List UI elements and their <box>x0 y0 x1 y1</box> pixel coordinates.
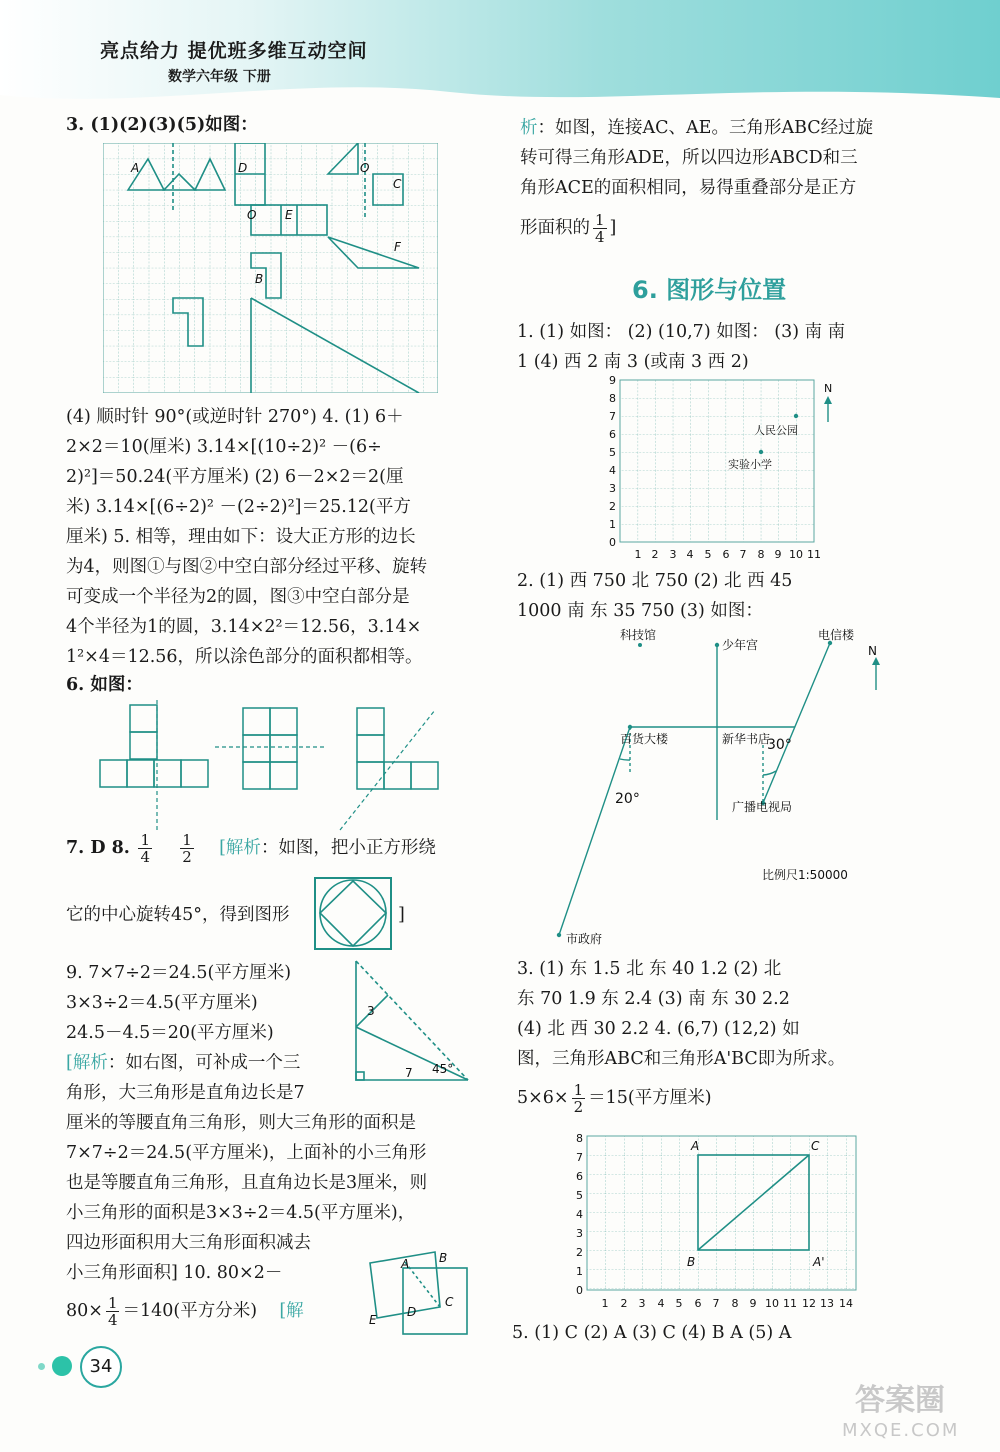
svg-text:1: 1 <box>634 548 642 561</box>
fraction-quarter-2: $\frac{1}{4}$ <box>107 1294 118 1329</box>
svg-text:8: 8 <box>576 1132 583 1145</box>
q8-text-2: 它的中心旋转45°，得到图形 <box>66 905 290 925</box>
svg-text:30°: 30° <box>767 737 792 753</box>
svg-text:市政府: 市政府 <box>566 932 603 946</box>
svg-text:3: 3 <box>609 482 616 495</box>
svg-text:C: C <box>445 1295 454 1309</box>
decor-dot-small <box>38 1363 45 1370</box>
svg-text:C: C <box>393 177 402 191</box>
decor-dot-big <box>52 1356 72 1376</box>
svg-text:C: C <box>811 1139 820 1153</box>
svg-text:2: 2 <box>651 548 659 561</box>
fraction-half: $\frac{1}{2}$ <box>182 831 192 866</box>
svg-text:9: 9 <box>774 548 782 561</box>
answer-line-7: 可变成一个半径为2的圆，图③中空白部分是 <box>66 587 410 607</box>
header-subtitle: 数学六年级 下册 <box>168 69 271 85</box>
s3-line-1: 3. (1) 东 1.5 北 东 40 1.2 (2) 北 <box>517 959 782 979</box>
figure-q6-nets <box>95 700 475 835</box>
svg-text:E: E <box>285 208 293 222</box>
right-line-4: 形面积的 $\frac{1}{4}$ ] <box>520 211 617 246</box>
svg-text:E: E <box>369 1313 377 1327</box>
s3-line-4: 图，三角形ABC和三角形A'BC即为所求。 <box>517 1049 846 1069</box>
svg-text:D: D <box>238 161 248 175</box>
q9-line-4: [解析：如右图，可补成一个三 <box>66 1053 301 1073</box>
watermark-logo: 答案圈 <box>855 1383 945 1418</box>
watermark-url: MXQE.COM <box>842 1420 960 1441</box>
s3-line-2: 东 70 1.9 东 2.4 (3) 南 东 30 2.2 <box>517 989 790 1009</box>
s2-line-2: 1000 南 东 35 750 (3) 如图： <box>517 601 763 621</box>
s1-line-1: 1. (1) 如图： (2) (10,7) 如图： (3) 南 南 <box>517 322 846 342</box>
svg-text:N: N <box>824 382 833 395</box>
s1-line-2: 1 (4) 西 2 南 3 (或南 3 西 2) <box>517 352 749 372</box>
answer-line-1: (4) 顺时针 90°(或逆时针 270°) 4. (1) 6＋ <box>66 407 404 427</box>
right-line-3: 角形ACE的面积相同，易得重叠部分是正方 <box>520 178 857 198</box>
svg-text:人民公园: 人民公园 <box>754 424 798 437</box>
q9-line-1: 9. 7×7÷2＝24.5(平方厘米) <box>66 963 292 983</box>
header-title: 亮点给力 提优班多维互动空间 <box>100 40 368 62</box>
svg-text:5: 5 <box>675 1297 683 1310</box>
svg-text:14: 14 <box>839 1297 853 1310</box>
svg-text:D: D <box>407 1305 417 1319</box>
svg-text:N: N <box>868 644 877 658</box>
svg-text:45°: 45° <box>432 1062 454 1076</box>
svg-text:3: 3 <box>638 1297 646 1310</box>
figure-q8-rotated-square <box>313 876 393 951</box>
figure-map <box>550 625 890 950</box>
svg-text:B: B <box>687 1255 696 1269</box>
svg-text:6: 6 <box>576 1170 583 1183</box>
s3-line-3: (4) 北 西 30 2.2 4. (6,7) (12,2) 如 <box>517 1019 800 1039</box>
q9-line-11: 小三角形面积] 10. 80×2－ <box>66 1263 283 1283</box>
figure-q9-triangle <box>350 955 475 1085</box>
q9-line-2: 3×3÷2＝4.5(平方厘米) <box>66 993 258 1013</box>
q9-line-5: 角形，大三角形是直角边长是7 <box>66 1083 305 1103</box>
svg-text:5: 5 <box>576 1189 583 1202</box>
section-title: 6. 图形与位置 <box>632 276 787 304</box>
svg-text:9: 9 <box>749 1297 757 1310</box>
svg-text:0: 0 <box>576 1284 583 1297</box>
svg-text:比例尺1:50000: 比例尺1:50000 <box>762 868 848 882</box>
svg-text:1: 1 <box>609 518 616 531</box>
answer-line-9: 1²×4＝12.56，所以涂色部分的面积都相等。 <box>66 647 423 667</box>
answer-line-8: 4个半径为1的圆，3.14×2²＝12.56，3.14× <box>66 617 422 637</box>
svg-text:O: O <box>360 161 370 175</box>
s4-area-line: 5×6× $\frac{1}{2}$ ＝15(平方厘米) <box>517 1081 712 1116</box>
svg-text:6: 6 <box>609 428 616 441</box>
svg-text:8: 8 <box>609 392 616 405</box>
svg-text:6: 6 <box>694 1297 702 1310</box>
svg-text:1: 1 <box>601 1297 609 1310</box>
fraction-quarter-3: $\frac{1}{4}$ <box>595 211 605 246</box>
svg-text:新华书店: 新华书店 <box>722 732 771 746</box>
svg-text:少年宫: 少年宫 <box>722 638 759 652</box>
q6-text: 6. 如图： <box>66 675 143 695</box>
svg-text:2: 2 <box>609 500 616 513</box>
svg-text:电信楼: 电信楼 <box>818 628 855 642</box>
svg-text:8: 8 <box>757 548 765 561</box>
svg-text:O: O <box>247 208 257 222</box>
svg-text:1: 1 <box>576 1265 583 1278</box>
svg-text:7: 7 <box>576 1151 583 1164</box>
q9-line-8: 也是等腰直角三角形，且直角边长是3厘米，则 <box>66 1173 428 1193</box>
q8-close: ] <box>398 905 405 925</box>
svg-text:2: 2 <box>620 1297 628 1310</box>
svg-text:8: 8 <box>731 1297 739 1310</box>
q9-line-10: 四边形面积用大三角形面积减去 <box>66 1233 311 1253</box>
figure-q10-squares <box>365 1230 475 1338</box>
right-line-1: 析：如图，连接AC、AE。三角形ABC经过旋 <box>520 118 874 138</box>
svg-text:3: 3 <box>576 1227 583 1240</box>
answer-line-6: 为4，则图①与图②中空白部分经过平移、旋转 <box>66 557 428 577</box>
svg-text:5: 5 <box>609 446 616 459</box>
svg-text:0: 0 <box>609 536 616 549</box>
svg-text:4: 4 <box>686 548 694 561</box>
svg-text:10: 10 <box>789 548 803 561</box>
fraction-quarter: $\frac{1}{4}$ <box>140 831 151 866</box>
svg-text:3: 3 <box>669 548 677 561</box>
answer-line-3: 2)²]＝50.24(平方厘米) (2) 6－2×2＝2(厘 <box>66 467 404 487</box>
svg-text:5: 5 <box>704 548 712 561</box>
svg-text:百货大楼: 百货大楼 <box>620 732 669 746</box>
q7-q8-line: 7. D 8. $\frac{1}{4}$ $\frac{1}{2}$ [解析：如图，把小正方形绕 <box>66 831 436 866</box>
q9-line-9: 小三角形的面积是3×3÷2＝4.5(平方厘米)， <box>66 1203 416 1223</box>
s2-line-1: 2. (1) 西 750 北 750 (2) 北 西 45 <box>517 571 793 591</box>
svg-text:B: B <box>255 272 264 286</box>
svg-text:12: 12 <box>802 1297 816 1310</box>
q9-line-6: 厘米的等腰直角三角形，则大三角形的面积是 <box>66 1113 416 1133</box>
svg-text:20°: 20° <box>615 791 640 807</box>
right-line-2: 转可得三角形ADE，所以四边形ABCD和三 <box>520 148 858 168</box>
figure-q3-grid <box>103 143 438 393</box>
svg-text:9: 9 <box>609 374 616 387</box>
svg-text:11: 11 <box>783 1297 797 1310</box>
svg-text:4: 4 <box>576 1208 583 1221</box>
svg-text:7: 7 <box>739 548 747 561</box>
svg-text:7: 7 <box>712 1297 720 1310</box>
svg-text:4: 4 <box>657 1297 665 1310</box>
header-wave <box>0 70 1000 115</box>
q10-line: 80× $\frac{1}{4}$ ＝140(平方分米) [解 <box>66 1294 304 1329</box>
svg-text:3: 3 <box>367 1004 375 1018</box>
s5-line: 5. (1) C (2) A (3) C (4) B A (5) A <box>512 1323 792 1343</box>
svg-text:A: A <box>691 1139 700 1153</box>
svg-text:B: B <box>439 1251 448 1265</box>
svg-text:10: 10 <box>765 1297 779 1310</box>
svg-text:实验小学: 实验小学 <box>728 458 772 471</box>
figure-coordinate-grid-2 <box>565 1130 865 1315</box>
svg-text:13: 13 <box>820 1297 834 1310</box>
svg-text:7: 7 <box>609 410 616 423</box>
svg-text:2: 2 <box>576 1246 583 1259</box>
svg-text:6: 6 <box>722 548 730 561</box>
svg-text:11: 11 <box>807 548 821 561</box>
svg-text:A: A <box>401 1257 410 1271</box>
fraction-half-2: $\frac{1}{2}$ <box>573 1081 584 1116</box>
figure-coordinate-grid-1 <box>598 374 848 564</box>
q9-line-3: 24.5－4.5＝20(平方厘米) <box>66 1023 274 1043</box>
q9-line-7: 7×7÷2＝24.5(平方厘米)，上面补的小三角形 <box>66 1143 427 1163</box>
answer-line-5: 厘米) 5. 相等，理由如下：设大正方形的边长 <box>66 527 416 547</box>
answer-line-4: 米) 3.14×[(6÷2)² －(2÷2)²]＝25.12(平方 <box>66 497 411 517</box>
svg-text:7: 7 <box>405 1066 413 1080</box>
svg-text:A': A' <box>813 1255 825 1269</box>
svg-text:广播电视局: 广播电视局 <box>732 800 793 814</box>
svg-text:科技馆: 科技馆 <box>620 628 657 642</box>
svg-text:4: 4 <box>609 464 616 477</box>
page-number: 34 <box>80 1346 122 1388</box>
svg-text:A: A <box>131 161 140 175</box>
answer-line-2: 2×2＝10(厘米) 3.14×[(10÷2)² －(6÷ <box>66 437 382 457</box>
q3-text: 3. (1)(2)(3)(5)如图： <box>66 115 258 135</box>
svg-text:F: F <box>394 240 401 254</box>
